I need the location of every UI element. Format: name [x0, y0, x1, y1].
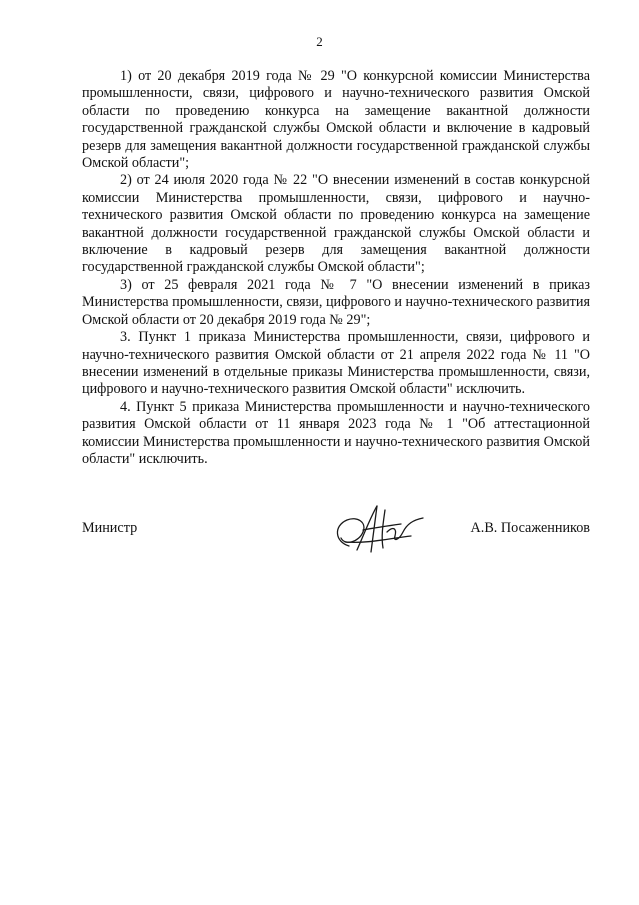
- signature-block: [82, 502, 590, 562]
- handwritten-signature-icon: [327, 502, 427, 556]
- paragraph-item-2: 2) от 24 июля 2020 года № 22 "О внесении изменений в состав конкурсной комиссии Министерства промышленности, связи, цифрового и научно-технического развития Омской области по проведению конкурса на замещение вакантной должности государственной гражданской службы Омской области и включение в кадровый резерв для замещения вакантной должности государственной гражданской службы Омской области";: [82, 172, 590, 276]
- page-number: 2: [316, 34, 323, 49]
- paragraph-item-3: 3) от 25 февраля 2021 года № 7 "О внесении изменений в приказ Министерства промышленности, связи, цифрового и научно-технического развития Омской области от 20 декабря 2019 года № 29";: [82, 276, 590, 328]
- signatory-name: А.В. Посаженников: [470, 520, 590, 536]
- paragraph-item-1: 1) от 20 декабря 2019 года № 29 "О конкурсной комиссии Министерства промышленности, связи, цифрового и научно-технического развития Омской области по проведению конкурса на замещение вакантной должности государственной гражданской службы Омской области и включение в кадровый резерв для замещения вакантной должности государственной гражданской службы Омской области";: [82, 68, 590, 172]
- paragraph-point-3: 3. Пункт 1 приказа Министерства промышленности, связи, цифрового и научно-технического развития Омской области от 21 апреля 2022 года № 11 "О внесении изменений в отдельные приказы Министерства промышленности, связи, цифрового и научно-технического развития Омской области" исключить.: [82, 329, 590, 398]
- paragraph-point-4: 4. Пункт 5 приказа Министерства промышленности и научно-технического развития Омской области от 11 января 2023 года № 1 "Об аттестационной комиссии Министерства промышленности и научно-технического развития Омской области" исключить.: [82, 398, 590, 467]
- signatory-title: Министр: [82, 520, 138, 536]
- document-body: [82, 68, 590, 468]
